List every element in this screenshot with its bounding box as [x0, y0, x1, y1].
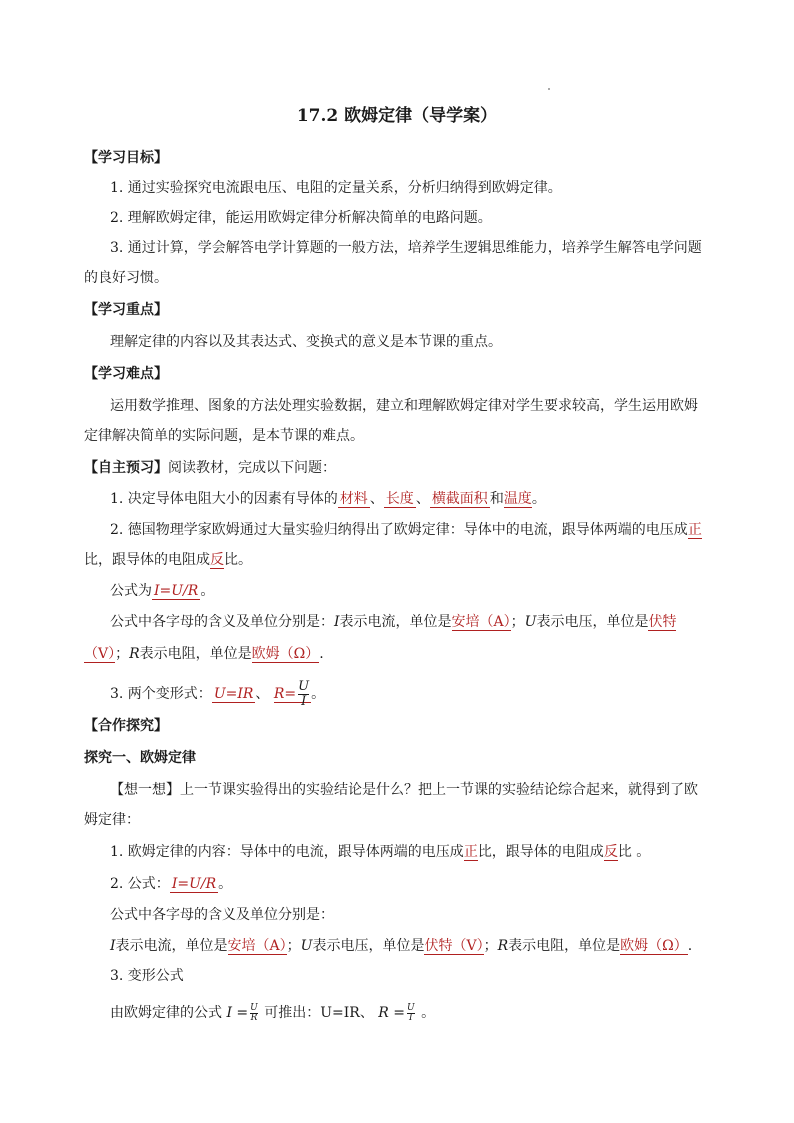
- symbol-r: R: [129, 646, 140, 662]
- preview-q2-text-2: 比，跟导体的电阻成: [84, 552, 210, 568]
- separator: 、: [415, 491, 430, 507]
- answer-r-formula: [273, 678, 311, 709]
- answer-formula: I=U/R: [154, 583, 199, 599]
- preview-q1: [110, 489, 546, 509]
- fraction-denominator: I: [298, 694, 309, 709]
- fraction-numerator: U: [407, 1002, 415, 1013]
- coop-subheading: 探究一、欧姆定律: [84, 750, 196, 766]
- separator: 、: [369, 491, 384, 507]
- answer-inverse-2: 反: [603, 844, 618, 860]
- formula-label: 公式为: [110, 583, 152, 599]
- answer-ampere: 安培（A）: [451, 614, 511, 630]
- period: .: [687, 938, 693, 954]
- derive-text: 由欧姆定律的公式: [110, 1005, 222, 1021]
- answer-r-lhs: R=: [273, 686, 297, 702]
- derive-text-mid: 可推出：U=IR、: [264, 1005, 374, 1021]
- preview-q2-text: 2. 德国物理学家欧姆通过大量实验归纳得出了欧姆定律：导体中的电流，跟导体两端的电压成: [110, 522, 688, 538]
- preview-heading: 【自主预习】: [84, 460, 168, 476]
- preview-q3: [110, 678, 325, 710]
- answer-ohm-2: 欧姆（Ω）: [620, 938, 688, 954]
- answer-temperature: 温度: [503, 491, 532, 507]
- answer-positive: 正: [687, 522, 702, 538]
- coop-heading: 【合作探究】: [84, 718, 168, 734]
- preview-formula: [110, 581, 214, 601]
- coop-item-2-text: 2. 公式：: [110, 876, 170, 892]
- goals-heading: 【学习目标】: [84, 150, 168, 166]
- period: 。: [200, 583, 215, 599]
- separator: 和: [489, 491, 504, 507]
- focus-heading: 【学习重点】: [84, 302, 168, 318]
- derive-i-lhs: I =: [226, 1005, 249, 1021]
- symbol-i: I: [334, 614, 340, 630]
- preview-q2-line1: [110, 520, 702, 540]
- difficulty-text-line2: 定律解决简单的实际问题，是本节课的难点。: [84, 428, 364, 444]
- goal-item-2: 2. 理解欧姆定律，能运用欧姆定律分析解决简单的电路问题。: [110, 210, 492, 226]
- think-line2: [84, 810, 140, 830]
- symbol-r: R: [497, 938, 509, 954]
- separator: 、: [255, 686, 270, 702]
- answer-material: 材料: [339, 491, 368, 507]
- fraction-u-over-i: [298, 680, 309, 709]
- symbol-u: U: [524, 614, 537, 630]
- answer-ohm: 欧姆（Ω）: [251, 646, 320, 662]
- period: 。: [531, 491, 546, 507]
- answer-inverse: 反: [210, 552, 224, 568]
- page-title: 17.2 欧姆定律（导学案）: [296, 106, 498, 126]
- period: 。: [218, 876, 233, 892]
- difficulty-text-line1: 运用数学推理、图象的方法处理实验数据，建立和理解欧姆定律对学生要求较高，学生运用欧姆: [110, 398, 698, 414]
- units-text: 表示电流，单位是: [339, 614, 452, 630]
- answer-positive-2: 正: [463, 844, 478, 860]
- preview-intro: 阅读教材，完成以下问题：: [168, 460, 336, 476]
- goal-item-3-line1: 3. 通过计算，学会解答电学计算题的一般方法，培养学生逻辑思维能力，培养学生解答电学问题: [110, 240, 702, 256]
- units-text: 公式中各字母的含义及单位分别是：: [110, 614, 334, 630]
- fraction-numerator: U: [250, 1002, 258, 1013]
- preview-q3-text: 3. 两个变形式：: [110, 686, 212, 702]
- answer-volt-unit: （V）: [84, 646, 116, 662]
- symbol-u: U: [300, 938, 313, 954]
- preview-q2-end: 比。: [224, 552, 252, 568]
- symbol-i: I: [110, 938, 116, 954]
- fraction-u-over-r: [250, 1004, 258, 1023]
- units-text: 表示电压，单位是: [312, 938, 425, 954]
- coop-item-1: [110, 842, 650, 862]
- period: .: [319, 646, 324, 662]
- coop-item-3: 3. 变形公式: [110, 968, 184, 984]
- preview-q2-line2: [84, 550, 252, 570]
- coop-item-2: [110, 874, 232, 894]
- fraction-denominator: I: [407, 1013, 415, 1023]
- units-text: 表示电压，单位是: [536, 614, 649, 630]
- answer-volt-2: 伏特（V）: [424, 938, 484, 954]
- derive-line: [110, 998, 435, 1028]
- answer-formula-2: I=U/R: [171, 876, 217, 892]
- page-speck: [548, 88, 550, 90]
- fraction-denominator: R: [250, 1012, 258, 1023]
- coop-units-line: [110, 936, 692, 956]
- separator: ；: [483, 938, 498, 954]
- derive-r-lhs: R =: [378, 1005, 406, 1021]
- preview-units-line2: [84, 644, 324, 664]
- units-text: 表示电阻，单位是: [139, 646, 252, 662]
- coop-units-label: 公式中各字母的含义及单位分别是：: [110, 907, 334, 923]
- answer-cross-section: 横截面积: [431, 491, 488, 507]
- think-text: 姆定律: [84, 812, 126, 828]
- period: 。: [311, 686, 326, 702]
- coop-item-1-end: 比 。: [617, 844, 651, 860]
- fraction-u-over-i: [407, 1004, 415, 1023]
- think-line1: 【想一想】上一节课实验得出的实验结论是什么？把上一节课的实验结论综合起来，就得到了欧: [110, 782, 698, 798]
- period: 。: [421, 1005, 436, 1021]
- units-text: 表示电阻，单位是: [508, 938, 621, 954]
- separator: ；: [510, 614, 525, 630]
- preview-heading-line: [84, 458, 336, 478]
- separator: ；: [286, 938, 301, 954]
- preview-units-line1: [110, 612, 676, 632]
- difficulty-heading: 【学习难点】: [84, 366, 168, 382]
- preview-q1-text: 1. 决定导体电阻大小的因素有导体的: [110, 491, 338, 507]
- coop-item-1-mid: 比，跟导体的电阻成: [477, 844, 604, 860]
- focus-text: 理解定律的内容以及其表达式、变换式的意义是本节课的重点。: [110, 334, 502, 350]
- separator: ；: [115, 646, 130, 662]
- goal-item-3-line2: 的良好习惯。: [84, 270, 168, 286]
- answer-volt: 伏特: [648, 614, 677, 630]
- units-text: 表示电流，单位是: [115, 938, 228, 954]
- goal-item-1: 1. 通过实验探究电流跟电压、电阻的定量关系，分析归纳得到欧姆定律。: [110, 180, 562, 196]
- coop-item-1-text: 1. 欧姆定律的内容：导体中的电流，跟导体两端的电压成: [110, 844, 464, 860]
- answer-u-ir: U=IR: [213, 686, 254, 702]
- answer-length: 长度: [385, 491, 414, 507]
- answer-ampere-2: 安培（A）: [227, 938, 287, 954]
- colon: ：: [126, 812, 140, 828]
- fraction-numerator: U: [298, 678, 310, 694]
